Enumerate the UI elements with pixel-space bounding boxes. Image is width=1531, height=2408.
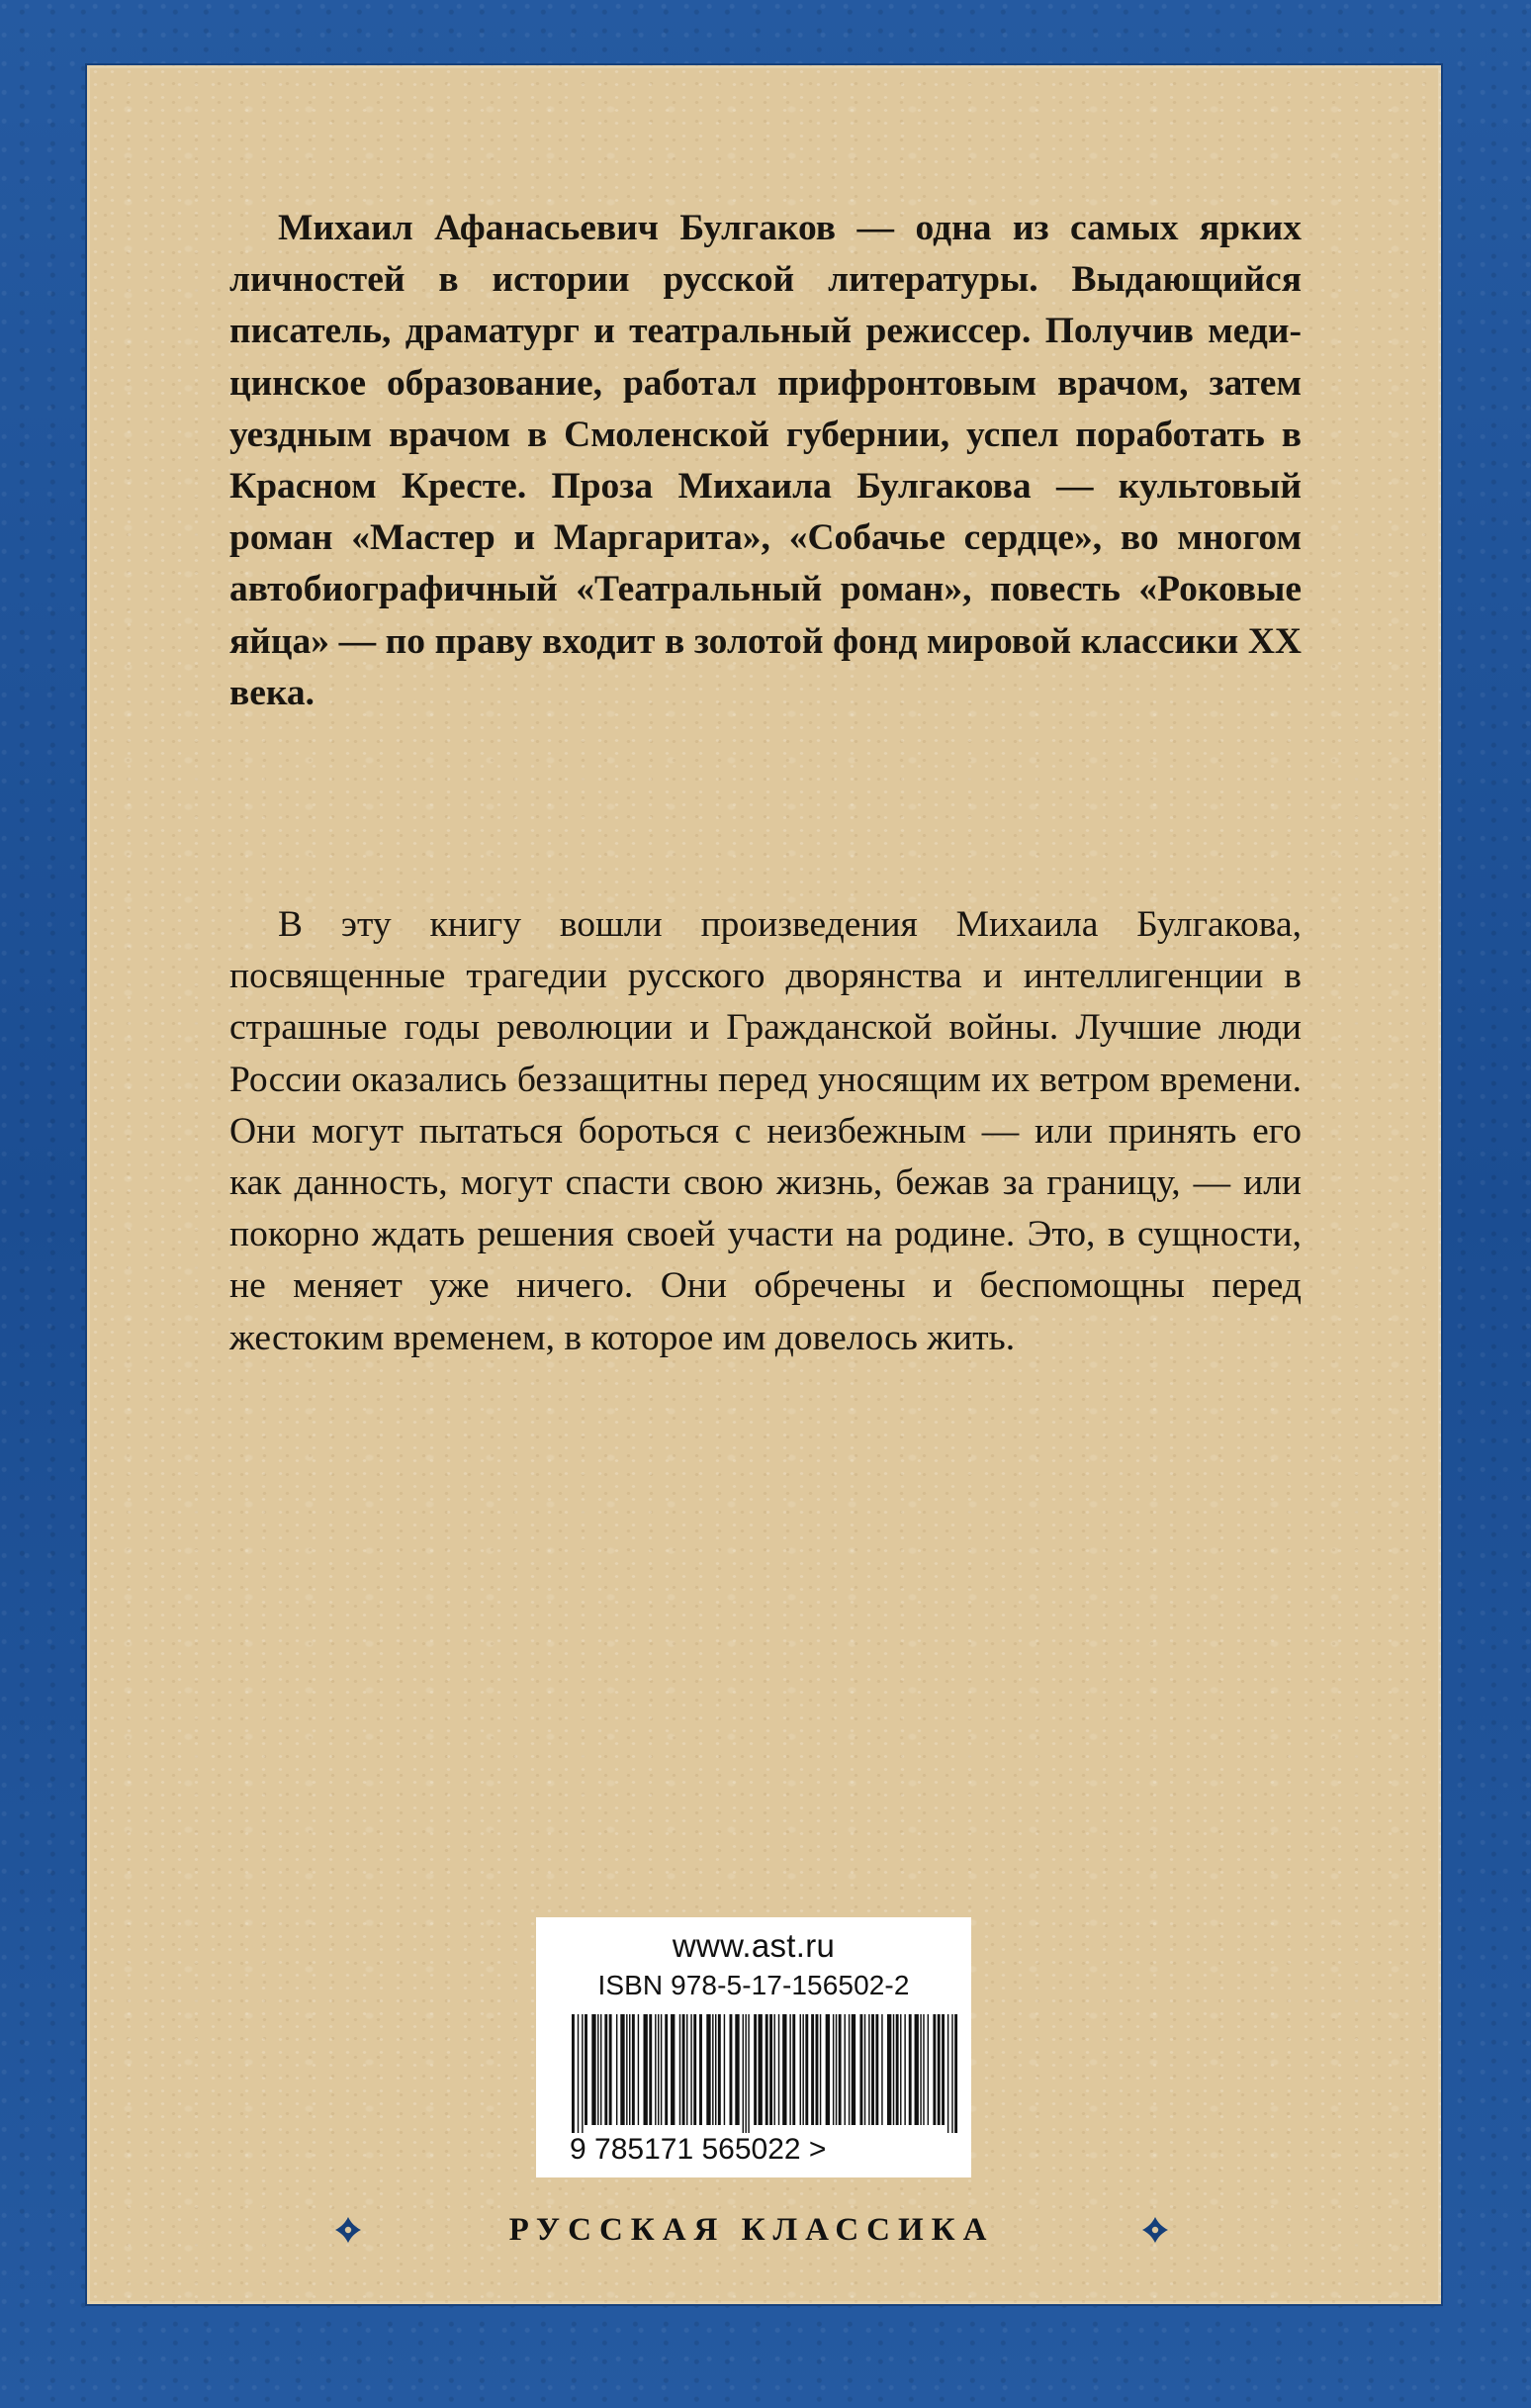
barcode-bar (954, 2014, 957, 2133)
barcode-bar (915, 2014, 919, 2125)
barcode-bar (805, 2014, 808, 2125)
barcode-bar (845, 2014, 846, 2125)
barcode-bar (609, 2014, 612, 2125)
barcode-bar (735, 2014, 739, 2125)
barcode-bar (638, 2014, 639, 2125)
barcode-bar (900, 2014, 901, 2125)
barcode-bar (769, 2014, 772, 2125)
barcode-bar (686, 2014, 687, 2125)
barcode-bar (938, 2014, 941, 2125)
barcode-bar (655, 2014, 656, 2125)
barcode-bar (881, 2014, 882, 2125)
barcode-bar (789, 2014, 790, 2125)
barcode-bar (754, 2014, 757, 2125)
barcode-image (570, 2014, 963, 2166)
barcode-bar (782, 2014, 786, 2125)
barcode-bar (896, 2014, 899, 2125)
barcode-bar (604, 2014, 607, 2125)
book-description-paragraph: В эту книгу вошли произведения Михаила Булгакова, посвященные трагедии русского дворянства и интеллигенции в страшные годы революции и Гражданской войны. Лучшие люди России оказались беззащитны перед уносящим их ветром времени. Они могут пытаться бороться с неизбежным — или принять его как данность, могут спасти свою жизнь, бежав за границу, — или покорно ждать решения своей участи на родине. Это, в сущности, не меняет уже ничего. Они обречены и беспомощны перед жестоким временем, в которое им довелось жить. (229, 904, 1302, 1358)
barcode-bar (578, 2014, 579, 2133)
barcode-bar (859, 2014, 862, 2125)
author-bio-paragraph: Михаил Афанасьевич Булгаков — одна из самых ярких личностей в истории русской литературы. Выдающийся писатель, драматург и театральный режиссер. Получив медицинское образование, работал прифронтовым врачом, затем уездным врачом в Смоленской губернии, успел поработать в Красном Кресте. Проза Михаила Булгакова — культовый роман «Мастер и Маргарита», «Собачье сердце», во многом автобиографичный «Театральный роман», повесть «Роковые яйца» — по праву входит в золотой фонд мировой классики XX века. (229, 208, 1302, 713)
barcode-bar (715, 2014, 716, 2125)
barcode-bar (591, 2014, 595, 2125)
barcode-bar (597, 2014, 598, 2125)
barcode-bar (820, 2014, 821, 2125)
barcode-bar (572, 2014, 575, 2133)
barcode-bar (632, 2014, 635, 2125)
barcode-bar (718, 2014, 721, 2125)
barcode-bar (893, 2014, 894, 2125)
barcode-bar (585, 2014, 587, 2125)
barcode-bar (582, 2014, 583, 2133)
barcode-bar (833, 2014, 834, 2125)
barcode-bar (766, 2014, 768, 2125)
barcode-bar (852, 2014, 856, 2125)
barcode-bar (730, 2014, 733, 2125)
publisher-website: www.ast.ru (672, 1927, 836, 1964)
barcode-bar (811, 2014, 814, 2125)
barcode-bar (816, 2014, 819, 2125)
fleuron-icon (1139, 2214, 1171, 2246)
barcode-bar (658, 2014, 659, 2125)
barcode-bar (826, 2014, 830, 2125)
barcode-bar (759, 2014, 763, 2125)
barcode-bar (699, 2014, 702, 2125)
barcode-bar (682, 2014, 685, 2125)
barcode-bar (942, 2014, 945, 2125)
barcode-bar (644, 2014, 648, 2125)
barcode-bar (724, 2014, 725, 2125)
series-title: РУССКАЯ КЛАССИКА (508, 2212, 995, 2248)
series-title-line (326, 2206, 1177, 2254)
barcode-bar (778, 2014, 779, 2125)
barcode-bar (920, 2014, 921, 2125)
barcode-bar (849, 2014, 850, 2125)
barcode-bar (875, 2014, 878, 2125)
barcode-bar (690, 2014, 691, 2125)
barcode-bar (745, 2014, 746, 2133)
barcode-bar (909, 2014, 912, 2125)
barcode-bar (626, 2014, 627, 2125)
barcode-bar (887, 2014, 891, 2125)
barcode-bar (773, 2014, 774, 2125)
barcode-bar (712, 2014, 713, 2125)
barcode-bar (864, 2014, 865, 2125)
barcode-bar (649, 2014, 652, 2125)
barcode-bar (839, 2014, 842, 2125)
barcode-bar (904, 2014, 905, 2125)
barcode-bar (629, 2014, 630, 2125)
barcode-bar (871, 2014, 874, 2125)
barcode-bar (928, 2014, 929, 2125)
barcode-bar (868, 2014, 869, 2125)
barcode-bar (693, 2014, 696, 2125)
barcode-bar (743, 2014, 744, 2133)
barcode-bar (748, 2014, 749, 2133)
barcode-bar (800, 2014, 801, 2125)
barcode-bar (947, 2014, 948, 2133)
barcode-bar (836, 2014, 837, 2125)
barcode-bar (933, 2014, 936, 2125)
barcode-bar (679, 2014, 680, 2125)
barcode-digits: 9 785171 565022 > (570, 2133, 827, 2166)
barcode-bar (802, 2014, 803, 2125)
barcode-bar (600, 2014, 601, 2125)
barcode-bar (671, 2014, 675, 2125)
barcode-box (536, 1917, 971, 2177)
isbn-number: ISBN 978-5-17-156502-2 (597, 1970, 910, 2000)
barcode-bar (620, 2014, 624, 2125)
barcode-bar (665, 2014, 668, 2125)
barcode-bar (706, 2014, 710, 2125)
barcode-bar (792, 2014, 795, 2125)
barcode-bar (923, 2014, 924, 2125)
barcode-bar (951, 2014, 952, 2133)
barcode-bar (616, 2014, 617, 2125)
barcode-bar (661, 2014, 662, 2125)
